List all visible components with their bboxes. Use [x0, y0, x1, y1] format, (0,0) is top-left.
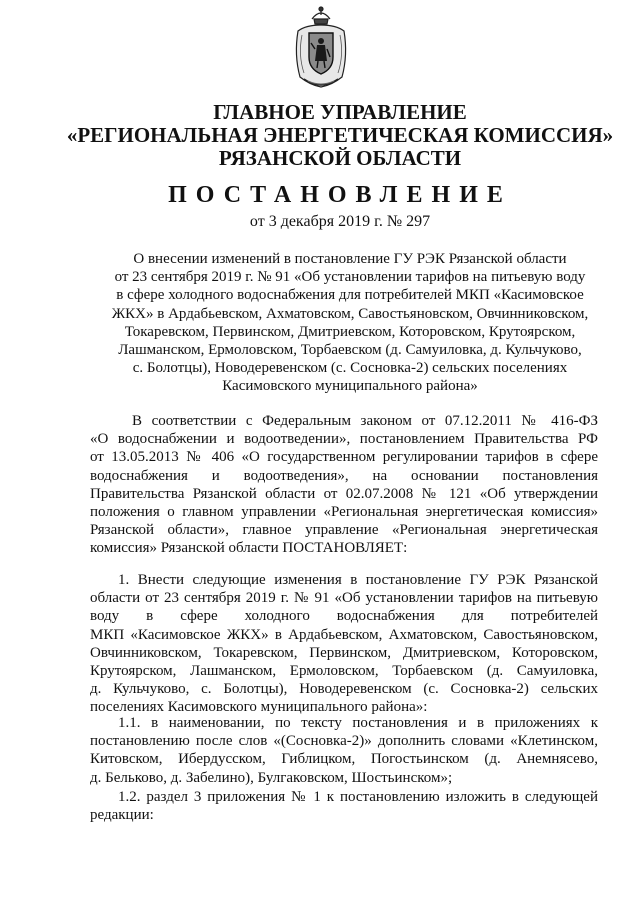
paragraph-line: Правительства Рязанской области от 02.07.2008 № 121 «Об утверждении — [90, 485, 598, 502]
subject-line: в сфере холодного водоснабжения для потребителей МКП «Касимовское — [116, 287, 584, 304]
org-name-line-1: ГЛАВНОЕ УПРАВЛЕНИЕ — [213, 100, 467, 124]
paragraph-line: МКП «Касимовское ЖКХ» в Ардабьевском, Ахматовском, Савостьяновском, — [90, 626, 598, 643]
paragraph-line: от 13.05.2013 № 406 «О государственном регулировании тарифов в сфере — [90, 449, 598, 466]
document-type-title: ПОСТАНОВЛЕНИЕ — [168, 182, 512, 208]
org-name-line-2: «РЕГИОНАЛЬНАЯ ЭНЕРГЕТИЧЕСКАЯ КОМИССИЯ» — [66, 123, 614, 147]
paragraph-line: постановлению после слов «(Сосновка-2)» дополнить словами «Клетинском, — [90, 733, 598, 750]
document-subject — [90, 250, 610, 396]
paragraph-line: положения о главном управлении «Региональная энергетическая комиссия» — [90, 504, 598, 521]
paragraph-line: д. Бельково, д. Забелино), Булгаковском, Шостьинском»; — [90, 769, 453, 786]
paragraph-line: Овчинниковском, Токаревском, Первинском, Дмитриевском, Которовском, — [90, 644, 598, 661]
paragraph-line: области от 23 сентября 2019 г. № 91 «Об установлении тарифов на питьевую — [90, 590, 598, 607]
subject-line: Касимовского муниципального района» — [222, 378, 478, 395]
document-date-number: от 3 декабря 2019 г. № 297 — [249, 213, 431, 230]
paragraph-line: воду в сфере холодного водоснабжения для потребителей — [90, 608, 598, 625]
paragraph-line: «О водоснабжении и водоотведении», постановлением Правительства РФ — [90, 431, 598, 448]
item-1-paragraph — [90, 571, 598, 717]
preamble-paragraph — [90, 412, 598, 558]
subject-line: О внесении изменений в постановление ГУ РЭК Рязанской области — [133, 251, 567, 267]
org-name-line-3: РЯЗАНСКОЙ ОБЛАСТИ — [218, 146, 462, 170]
subject-line: Токаревском, Первинском, Дмитриевском, Которовском, Крутоярском, — [124, 323, 576, 340]
paragraph-line: комиссия» Рязанской области ПОСТАНОВЛЯЕТ: — [90, 540, 408, 557]
paragraph-line: д. Кульчуково, с. Болотцы), Новодеревенском (с. Сосновка-2) сельских — [90, 681, 598, 698]
paragraph-line: 1.1. в наименовании, по тексту постановления и в приложениях к — [118, 715, 598, 731]
paragraph-line: 1. Внести следующие изменения в постановление ГУ РЭК Рязанской — [118, 572, 598, 588]
subject-line: с. Болотцы), Новодеревенском (с. Сосновка-2) сельских поселениях — [132, 360, 568, 377]
paragraph-line: Крутоярском, Лашманском, Ермоловском, Торбаевском (д. Самуиловка, — [90, 663, 598, 680]
paragraph-line: 1.2. раздел 3 приложения № 1 к постановлению изложить в следующей — [118, 789, 598, 805]
item-1-1-paragraph — [90, 714, 598, 787]
paragraph-line: поселениях Касимовского муниципального района»: — [90, 699, 428, 716]
paragraph-line: Рязанской области», главное управление «Региональная энергетическая — [90, 522, 598, 539]
coat-of-arms-icon — [290, 5, 352, 91]
subject-line: ЖКХ» в Ардабьевском, Ахматовском, Савостьяновском, Овчинниковском, — [111, 305, 589, 322]
subject-line: от 23 сентября 2019 г. № 91 «Об установлении тарифов на питьевую воду — [114, 269, 586, 286]
item-1-2-paragraph — [90, 788, 598, 824]
paragraph-line: водоснабжения и водоотведения», на основании постановления — [90, 467, 598, 484]
paragraph-line: редакции: — [90, 807, 154, 824]
paragraph-line: В соответствии с Федеральным законом от 07.12.2011 № 416-ФЗ — [132, 413, 598, 429]
paragraph-line: Китовском, Ибердусском, Гиблицком, Погостьинском (д. Анемнясево, — [90, 751, 598, 768]
subject-line: Лашманском, Ермоловском, Торбаевском (д. Самуиловка, д. Кульчуково, — [118, 342, 582, 359]
